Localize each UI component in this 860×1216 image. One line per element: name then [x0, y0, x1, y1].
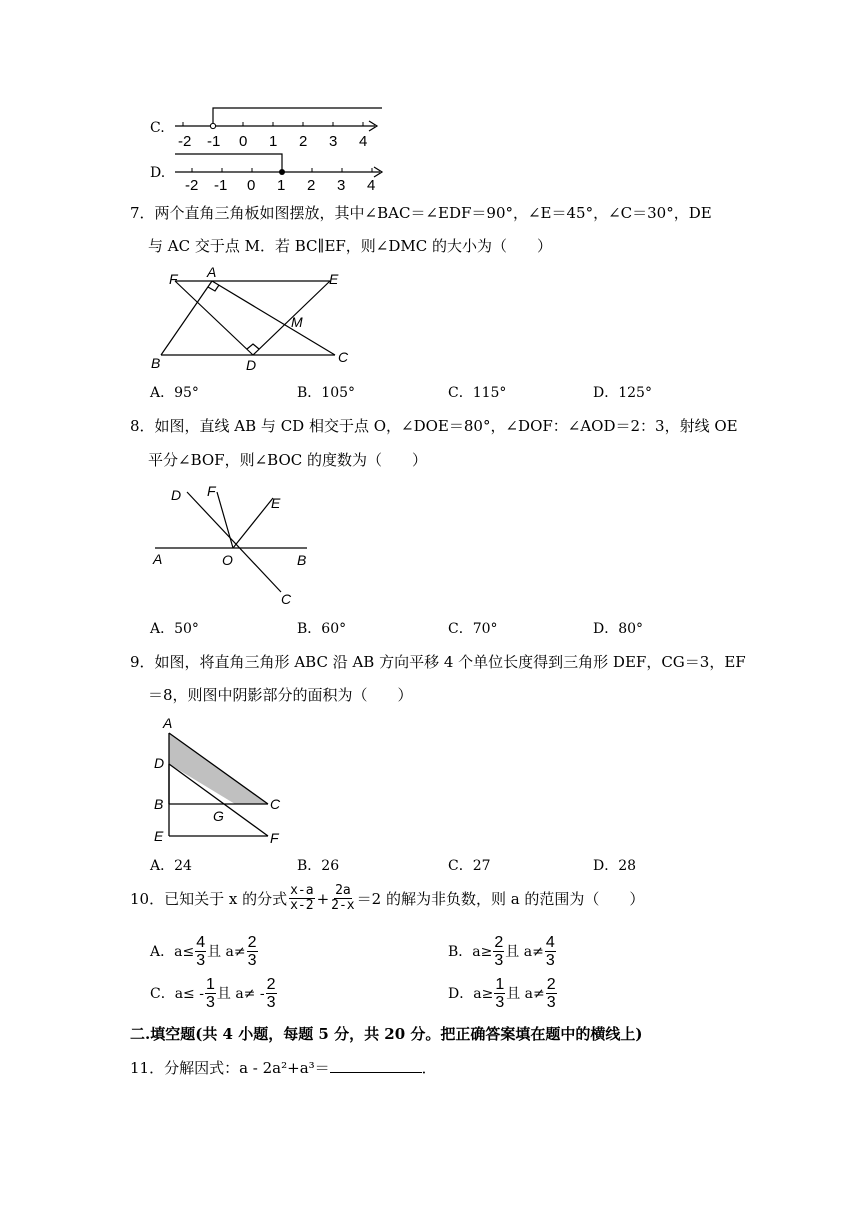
- q7-stem-line1: 7．两个直角三角板如图摆放，其中∠BAC＝∠EDF＝90°，∠E＝45°，∠C＝30°，DE: [130, 204, 712, 222]
- q8-figure: [145, 480, 325, 610]
- q11-answer-blank[interactable]: [330, 1058, 422, 1073]
- q8-option-d: D．80°: [593, 621, 644, 637]
- q8-label-c: C: [281, 591, 292, 607]
- q11-prefix: 11．分解因式：a - 2a²+a³＝: [130, 1059, 330, 1077]
- q8-label-d: D: [171, 487, 182, 503]
- q8-stem-line1: 8．如图，直线 AB 与 CD 相交于点 O，∠DOE＝80°，∠DOF：∠AOD＝2：3，射线 OE: [130, 417, 738, 435]
- q7-label-d: D: [246, 357, 257, 373]
- q6-c-tick-label: -1: [207, 133, 221, 150]
- q7-label-e: E: [329, 271, 339, 287]
- q11-suffix: ．: [421, 1059, 437, 1077]
- q6-option-d-label: D.: [150, 165, 166, 181]
- q6-option-c-label: C.: [150, 120, 165, 136]
- q8-option-c: C．70°: [448, 621, 498, 637]
- q9-label-g: G: [213, 808, 224, 824]
- q9-label-e: E: [154, 828, 164, 844]
- q6-d-tick-label: 1: [277, 177, 286, 194]
- q10-stem-suffix: ＝2 的解为非负数，则 a 的范围为（ ）: [356, 889, 645, 908]
- q10-option-a: A．a≤ $\frac{4}{3}$ 且 a≠ 2 3: [150, 934, 257, 969]
- q7-label-a: A: [207, 264, 217, 280]
- q6-d-tick-label: 0: [247, 177, 256, 194]
- q7-option-d: D．125°: [593, 385, 652, 401]
- q8-label-o: O: [222, 552, 233, 568]
- q7-stem-line2: 与 AC 交于点 M．若 BC∥EF，则∠DMC 的大小为（ ）: [148, 237, 553, 255]
- q9-label-c: C: [270, 796, 281, 812]
- q10-option-c: C．a≤ - 1 3 且 a≠ - 2 3: [150, 976, 276, 1011]
- q11-stem: [130, 1058, 437, 1078]
- q8-label-f: F: [207, 483, 216, 499]
- q9-option-a: A．24: [150, 858, 192, 874]
- q10-stem-prefix: 10．已知关于 x 的分式: [130, 889, 288, 908]
- q6-c-tick-label: 2: [299, 133, 308, 150]
- q8-label-e: E: [271, 495, 281, 511]
- q9-option-c: C．27: [448, 858, 491, 874]
- q9-stem-line1: 9．如图，将直角三角形 ABC 沿 AB 方向平移 4 个单位长度得到三角形 DEF，CG＝3，EF: [130, 653, 746, 671]
- q10-option-d: D．a≥ $\frac{1}{3}$ 且 a≠ 2 3: [448, 976, 556, 1011]
- q9-stem-line2: ＝8，则图中阴影部分的面积为（ ）: [148, 686, 413, 704]
- q9-label-f: F: [270, 830, 279, 846]
- q6-c-tick-label: -2: [178, 133, 192, 150]
- q7-figure: [145, 262, 365, 374]
- q10-plus: +: [316, 889, 330, 908]
- q9-label-a: A: [163, 715, 173, 731]
- q6-c-tick-label: 0: [239, 133, 248, 150]
- q8-label-b: B: [297, 552, 307, 568]
- q10-fraction-2: $\frac{2a}{2-x}$: [331, 883, 355, 913]
- q7-label-b: B: [151, 355, 161, 371]
- q7-label-f: F: [169, 271, 178, 287]
- q8-label-a: A: [153, 551, 163, 567]
- q9-option-d: D．28: [593, 858, 637, 874]
- q9-figure: [145, 713, 295, 851]
- q8-stem-line2: 平分∠BOF，则∠BOC 的度数为（ ）: [148, 451, 427, 469]
- q6-d-tick-label: 3: [337, 177, 346, 194]
- q6-c-tick-label: 1: [269, 133, 278, 150]
- q9-label-d: D: [154, 755, 165, 771]
- q7-option-a: A．95°: [150, 385, 199, 401]
- q6-d-tick-label: 2: [307, 177, 316, 194]
- q9-option-b: B．26: [297, 858, 340, 874]
- q10-fraction-1: $\frac{x-a}{x-2}$: [290, 883, 314, 913]
- q10-stem: [130, 884, 644, 913]
- q6-c-tick-label: 4: [359, 133, 368, 150]
- q6-d-tick-label: -1: [214, 177, 228, 194]
- q9-label-b: B: [154, 796, 164, 812]
- q10-option-b: B．a≥ $\frac{2}{3}$ 且 a≠ 4 3: [448, 934, 555, 969]
- q6-option-d-number-line: [170, 150, 395, 196]
- q6-option-c-number-line: [170, 104, 390, 150]
- q6-d-tick-label: -2: [185, 177, 199, 194]
- section-2-heading: 二.填空题(共 4 小题，每题 5 分，共 20 分。把正确答案填在题中的横线上): [130, 1025, 643, 1043]
- q8-option-a: A．50°: [150, 621, 199, 637]
- q7-option-b: B．105°: [297, 385, 356, 401]
- q7-label-m: M: [291, 314, 303, 330]
- q6-c-tick-label: 3: [329, 133, 338, 150]
- q7-label-c: C: [338, 349, 349, 365]
- q7-option-c: C．115°: [448, 385, 507, 401]
- q6-d-tick-label: 4: [367, 177, 376, 194]
- q8-option-b: B．60°: [297, 621, 347, 637]
